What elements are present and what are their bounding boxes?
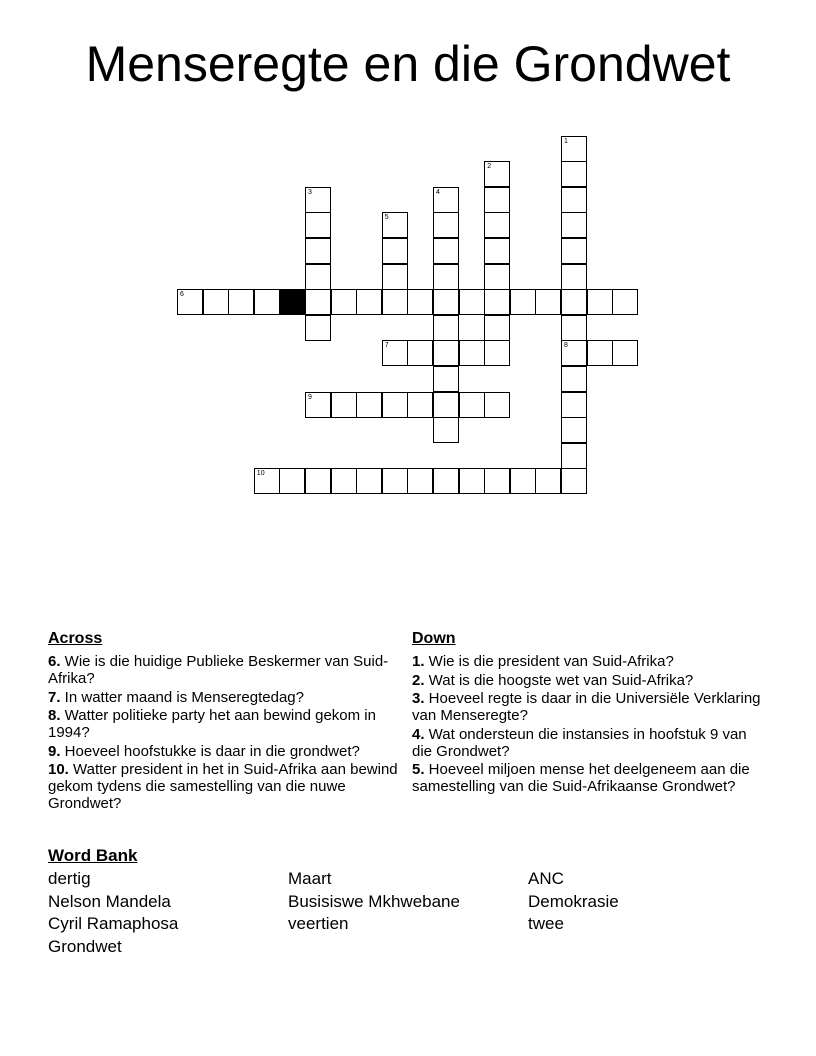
across-clues — [48, 630, 404, 814]
word-bank-item: Cyril Ramaphosa — [48, 914, 179, 933]
down-heading: Down — [412, 630, 456, 647]
grid-cell[interactable] — [305, 187, 331, 213]
grid-cell[interactable] — [382, 289, 408, 315]
clue-down-3 — [412, 690, 768, 724]
word-bank-item: veertien — [288, 914, 349, 933]
grid-cell[interactable] — [382, 212, 408, 238]
clue-text: Hoeveel regte is daar in die Universiële Verklaring van Menseregte? — [412, 690, 761, 724]
grid-cell[interactable] — [407, 392, 433, 418]
clue-text: Hoeveel miljoen mense het deelgeneem aan die samestelling van die Suid-Afrikaanse Grondwet? — [412, 761, 750, 795]
clue-down-1 — [412, 653, 768, 670]
grid-cell[interactable] — [612, 340, 638, 366]
grid-cell[interactable] — [484, 315, 510, 341]
cell-number: 5 — [384, 214, 389, 222]
grid-cell[interactable] — [561, 392, 587, 418]
clue-across-6 — [48, 653, 404, 687]
grid-cell[interactable] — [305, 392, 331, 418]
grid-cell[interactable] — [561, 366, 587, 392]
clue-number: 4. — [412, 725, 425, 743]
grid-cell[interactable] — [535, 289, 561, 315]
grid-cell[interactable] — [356, 392, 382, 418]
grid-cell[interactable] — [561, 468, 587, 494]
grid-cell[interactable] — [459, 340, 485, 366]
grid-cell[interactable] — [561, 315, 587, 341]
grid-cell[interactable] — [484, 238, 510, 264]
grid-cell[interactable] — [331, 468, 357, 494]
grid-cell[interactable] — [587, 289, 613, 315]
grid-cell[interactable] — [433, 238, 459, 264]
grid-cell[interactable] — [433, 340, 459, 366]
grid-cell[interactable] — [228, 289, 254, 315]
grid-cell[interactable] — [459, 392, 485, 418]
clue-across-10 — [48, 761, 404, 812]
grid-cell[interactable] — [484, 187, 510, 213]
cell-number: 10 — [256, 470, 265, 478]
grid-cell[interactable] — [561, 136, 587, 162]
grid-cell[interactable] — [433, 289, 459, 315]
clue-number: 5. — [412, 761, 425, 778]
grid-cell[interactable] — [305, 212, 331, 238]
word-bank-item: Nelson Mandela — [48, 892, 171, 911]
grid-cell[interactable] — [279, 468, 305, 494]
word-bank-item: dertig — [48, 869, 91, 888]
clue-number: 9. — [48, 742, 61, 760]
grid-cell[interactable] — [484, 340, 510, 366]
down-clues — [412, 630, 768, 797]
word-bank-item: twee — [528, 914, 564, 933]
word-bank-item: Demokrasie — [528, 892, 619, 911]
clue-number: 8. — [48, 707, 61, 724]
cell-number: 6 — [180, 291, 184, 299]
grid-cell[interactable] — [484, 468, 510, 494]
grid-cell[interactable] — [612, 289, 638, 315]
cell-number: 4 — [436, 188, 440, 196]
grid-cell[interactable] — [459, 468, 485, 494]
across-heading: Across — [48, 630, 103, 647]
grid-cell[interactable] — [433, 468, 459, 494]
puzzle-title: Menseregte en die Grondwet — [85, 36, 731, 92]
grid-cell[interactable] — [407, 468, 433, 494]
grid-cell[interactable] — [331, 392, 357, 418]
grid-cell[interactable] — [561, 289, 587, 315]
clue-text: In watter maand is Menseregtedag? — [60, 688, 304, 706]
grid-cell[interactable] — [561, 161, 587, 187]
grid-cell[interactable] — [510, 468, 536, 494]
cell-number: 1 — [564, 137, 568, 145]
word-bank-item: Maart — [288, 869, 332, 888]
clue-across-7 — [48, 689, 404, 706]
grid-cell[interactable] — [382, 264, 408, 290]
grid-cell[interactable] — [561, 212, 587, 238]
word-bank-item: Busisiswe Mkhwebane — [288, 892, 460, 911]
grid-cell[interactable] — [433, 212, 459, 238]
grid-cell[interactable] — [561, 264, 587, 290]
grid-cell[interactable] — [433, 315, 459, 341]
grid-cell[interactable] — [433, 187, 459, 213]
grid-cell[interactable] — [459, 289, 485, 315]
clue-text: Wat ondersteun die instansies in hoofstuk 9 van die Grondwet? — [412, 725, 747, 760]
grid-cell[interactable] — [561, 443, 587, 469]
clue-text: Hoeveel hoofstukke is daar in die grondwet? — [60, 742, 360, 760]
clue-text: Wat is die hoogste wet van Suid-Afrika? — [424, 671, 694, 689]
grid-cell[interactable] — [561, 340, 587, 366]
clue-number: 3. — [412, 690, 425, 707]
grid-cell[interactable] — [305, 238, 331, 264]
word-bank-item: ANC — [528, 869, 564, 888]
grid-cell[interactable] — [305, 264, 331, 290]
clue-number: 10. — [48, 761, 69, 778]
grid-cell[interactable] — [484, 289, 510, 315]
clue-down-2 — [412, 672, 768, 689]
grid-cell[interactable] — [177, 289, 203, 315]
grid-cell[interactable] — [561, 238, 587, 264]
grid-cell[interactable] — [407, 289, 433, 315]
cell-number: 7 — [384, 342, 389, 350]
grid-cell[interactable] — [587, 340, 613, 366]
clue-text: Watter politieke party het aan bewind gekom in 1994? — [48, 707, 376, 741]
grid-cell[interactable] — [382, 392, 408, 418]
grid-cell[interactable] — [535, 468, 561, 494]
grid-cell[interactable] — [510, 289, 536, 315]
grid-cell[interactable] — [203, 289, 229, 315]
grid-cell[interactable] — [484, 212, 510, 238]
grid-cell[interactable] — [484, 161, 510, 187]
grid-cell[interactable] — [433, 366, 459, 392]
grid-cell[interactable] — [254, 468, 280, 494]
clue-number: 7. — [48, 688, 61, 706]
grid-cell[interactable] — [433, 417, 459, 443]
grid-cell[interactable] — [305, 468, 331, 494]
cell-number: 9 — [308, 393, 312, 401]
word-bank-heading: Word Bank — [48, 846, 138, 865]
black-cell — [279, 289, 305, 315]
clue-across-9 — [48, 743, 404, 760]
grid-cell[interactable] — [331, 289, 357, 315]
clue-text: Watter president in het in Suid-Afrika aan bewind gekom tydens die samestelling van die nuwe Grondwet? — [48, 761, 398, 812]
grid-cell[interactable] — [382, 340, 408, 366]
grid-cell[interactable] — [305, 289, 331, 315]
clue-text: Wie is die huidige Publieke Beskermer van Suid-Afrika? — [48, 653, 389, 687]
grid-cell[interactable] — [407, 340, 433, 366]
cell-number: 8 — [564, 342, 568, 350]
grid-cell[interactable] — [382, 468, 408, 494]
clue-number: 1. — [412, 653, 425, 670]
grid-cell[interactable] — [382, 238, 408, 264]
grid-cell[interactable] — [561, 417, 587, 443]
grid-cell[interactable] — [356, 468, 382, 494]
grid-cell[interactable] — [433, 264, 459, 290]
grid-cell[interactable] — [433, 392, 459, 418]
grid-cell[interactable] — [561, 187, 587, 213]
clue-text: Wie is die president van Suid-Afrika? — [424, 653, 674, 670]
word-bank-item: Grondwet — [48, 937, 122, 956]
cell-number: 3 — [308, 188, 312, 196]
grid-cell[interactable] — [484, 264, 510, 290]
grid-cell[interactable] — [254, 289, 280, 315]
clue-number: 6. — [48, 653, 61, 670]
cell-number: 2 — [487, 163, 492, 171]
grid-cell[interactable] — [305, 315, 331, 341]
clue-number: 2. — [412, 671, 425, 689]
grid-cell[interactable] — [356, 289, 382, 315]
clue-across-8 — [48, 707, 404, 741]
clue-down-5 — [412, 761, 768, 795]
clue-down-4 — [412, 726, 768, 760]
grid-cell[interactable] — [484, 392, 510, 418]
